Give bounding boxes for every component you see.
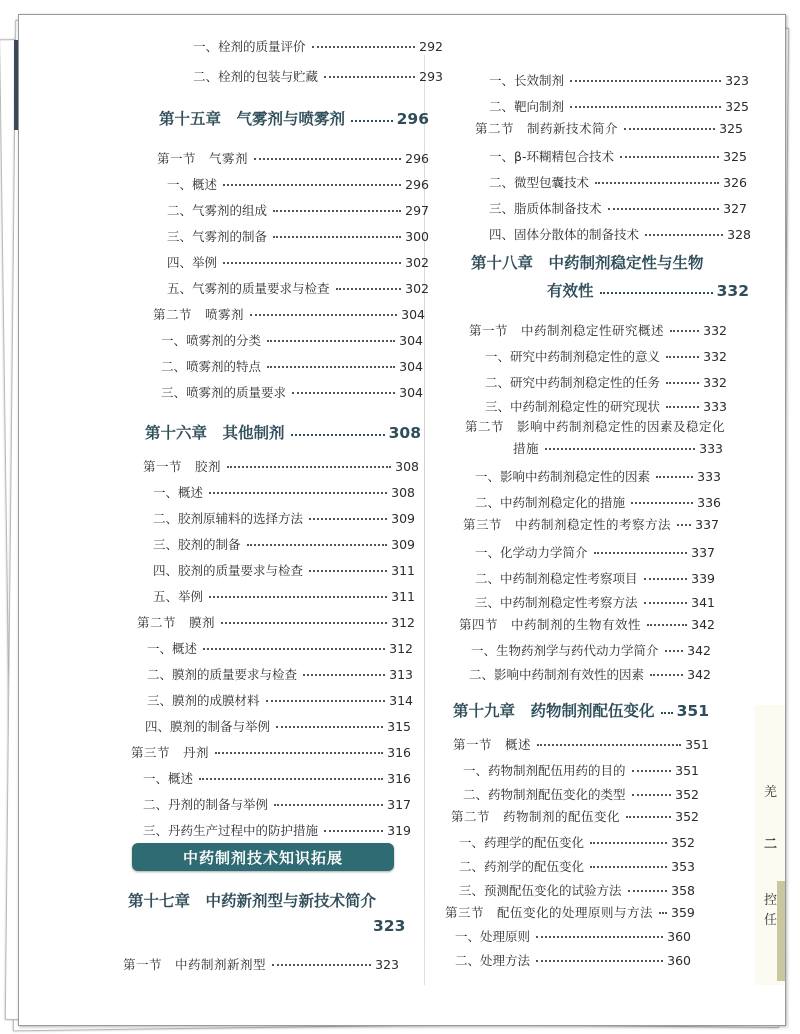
entry-text: 一、概述 <box>143 771 194 786</box>
page-number: 352 <box>671 835 695 850</box>
toc-entry <box>143 795 411 813</box>
toc-entry <box>475 543 715 561</box>
toc-entry <box>485 373 727 391</box>
page-number: 327 <box>723 201 747 216</box>
page-number: 358 <box>671 883 695 898</box>
entry-text: 第十五章 气雾剂与喷雾剂 <box>159 110 346 128</box>
side-glyph: 羌 <box>763 785 777 800</box>
toc-entry <box>489 97 749 115</box>
dot-leader <box>203 648 385 650</box>
entry-text: 三、中药制剂稳定性的研究现状 <box>485 399 661 414</box>
entry-text: 二、影响中药制剂有效性的因素 <box>469 667 645 682</box>
dot-leader <box>309 570 387 572</box>
entry-text: 二、研究中药制剂稳定性的任务 <box>485 375 661 390</box>
entry-text: 一、栓剂的质量评价 <box>193 39 306 54</box>
dot-leader <box>594 552 688 554</box>
page-number: 314 <box>389 693 413 708</box>
page-number: 304 <box>401 307 425 322</box>
page-number: 325 <box>723 149 747 164</box>
entry-text: 第二节 膜剂 <box>137 615 216 630</box>
dot-leader <box>650 674 683 676</box>
toc-entry <box>469 665 711 683</box>
page-number: 311 <box>391 589 415 604</box>
toc-entry <box>455 951 691 969</box>
entry-text: 三、喷雾剂的质量要求 <box>161 385 287 400</box>
page-number: 352 <box>675 787 699 802</box>
page-number: 337 <box>695 517 719 532</box>
toc-entry <box>145 717 411 735</box>
next-page-color-bar <box>777 881 785 981</box>
dot-leader <box>670 330 699 332</box>
entry-text: 二、处理方法 <box>455 953 531 968</box>
toc-entry <box>143 769 411 787</box>
page-number: 308 <box>395 459 419 474</box>
dot-leader <box>644 578 688 580</box>
dot-leader <box>247 544 388 546</box>
dot-leader <box>656 476 693 478</box>
chapter-18-title-cont <box>547 279 749 301</box>
dot-leader <box>227 466 391 468</box>
page-number: 341 <box>691 595 715 610</box>
toc-entry <box>167 201 429 219</box>
page-number: 351 <box>676 702 709 720</box>
entry-text: 一、药物制剂配伍用药的目的 <box>463 763 626 778</box>
toc-entry <box>463 761 699 779</box>
entry-text: 二、丹剂的制备与举例 <box>143 797 269 812</box>
page-number: 312 <box>391 615 415 630</box>
dot-leader <box>336 288 402 290</box>
entry-text: 一、喷雾剂的分类 <box>161 333 262 348</box>
toc-entry <box>153 561 415 579</box>
page-number: 332 <box>716 282 749 300</box>
page-number: 336 <box>697 495 721 510</box>
page-number: 352 <box>675 809 699 824</box>
entry-text: 二、气雾剂的组成 <box>167 203 268 218</box>
section-entry-long-cont <box>513 439 723 457</box>
page-number: 309 <box>391 511 415 526</box>
dot-leader <box>303 674 385 676</box>
section-entry <box>475 119 743 137</box>
page-number: 342 <box>687 667 711 682</box>
toc-entry <box>153 509 415 527</box>
dot-leader <box>666 382 699 384</box>
page-number: 296 <box>405 151 429 166</box>
dot-leader <box>209 492 387 494</box>
page-number: 308 <box>391 485 415 500</box>
toc-entry <box>153 535 415 553</box>
entry-text: 一、处理原则 <box>455 929 531 944</box>
toc-entry <box>489 147 747 165</box>
entry-text: 第四节 中药制剂的生物有效性 <box>459 617 642 632</box>
dot-leader <box>276 726 383 728</box>
entry-text: 二、栓剂的包装与贮藏 <box>193 69 319 84</box>
entry-text: 一、化学动力学简介 <box>475 545 588 560</box>
dot-leader <box>661 712 673 714</box>
page-number: 332 <box>703 349 727 364</box>
page-number: 302 <box>405 255 429 270</box>
entry-text: 第十六章 其他制剂 <box>145 424 285 442</box>
dot-leader <box>215 752 383 754</box>
entry-text: 二、中药制剂稳定性考察项目 <box>475 571 638 586</box>
entry-text: 第二节 喷雾剂 <box>153 307 245 322</box>
page-number: 326 <box>723 175 747 190</box>
page-number: 304 <box>399 359 423 374</box>
entry-text: 第二节 影响中药制剂稳定性的因素及稳定化 <box>465 419 726 434</box>
entry-text: 二、中药制剂稳定化的措施 <box>475 495 626 510</box>
dot-leader <box>647 624 687 626</box>
entry-text: 三、膜剂的成膜材料 <box>147 693 260 708</box>
section-entry <box>157 149 429 167</box>
page-number: 360 <box>667 929 691 944</box>
page-number: 308 <box>388 424 421 442</box>
section-entry <box>153 305 425 323</box>
entry-text: 一、长效制剂 <box>489 73 565 88</box>
dot-leader <box>644 602 688 604</box>
dot-leader <box>223 262 401 264</box>
entry-text: 第一节 概述 <box>453 737 532 752</box>
dot-leader <box>267 366 395 368</box>
entry-text: 二、胶剂原辅料的选择方法 <box>153 511 304 526</box>
entry-text: 第二节 制药新技术简介 <box>475 121 619 136</box>
dot-leader <box>666 406 699 408</box>
dot-leader <box>274 804 383 806</box>
page-number: 315 <box>387 719 411 734</box>
dot-leader <box>620 156 719 158</box>
page-number: 325 <box>725 99 749 114</box>
toc-entry <box>147 665 413 683</box>
page-number: 353 <box>671 859 695 874</box>
toc-page <box>18 14 786 1026</box>
page-number: 325 <box>719 121 743 136</box>
dot-leader <box>632 794 672 796</box>
page-number: 333 <box>697 469 721 484</box>
dot-leader <box>292 392 395 394</box>
dot-leader <box>199 778 383 780</box>
toc-entry <box>475 493 721 511</box>
dot-leader <box>221 622 387 624</box>
dot-leader <box>645 234 723 236</box>
entry-text: 三、中药制剂稳定性考察方法 <box>475 595 638 610</box>
dot-leader <box>677 524 691 526</box>
entry-text: 二、微型包囊技术 <box>489 175 590 190</box>
entry-text: 二、膜剂的质量要求与检查 <box>147 667 298 682</box>
section-entry <box>469 321 727 339</box>
toc-entry <box>193 67 443 85</box>
entry-text: 三、丹药生产过程中的防护措施 <box>143 823 319 838</box>
dot-leader <box>209 596 387 598</box>
chapter-title <box>159 107 429 129</box>
dot-leader <box>291 434 385 436</box>
toc-entry <box>489 173 747 191</box>
dot-leader <box>631 502 693 504</box>
page-number: 333 <box>703 399 727 414</box>
page-fold <box>424 55 425 985</box>
side-glyph: 二 <box>763 837 777 852</box>
entry-text: 二、药剂学的配伍变化 <box>459 859 585 874</box>
section-entry-long <box>465 417 745 435</box>
page-number: 297 <box>405 203 429 218</box>
entry-text: 第三节 丹剂 <box>131 745 210 760</box>
dot-leader <box>628 890 668 892</box>
entry-text: 一、药理学的配伍变化 <box>459 835 585 850</box>
toc-entry <box>489 225 751 243</box>
chapter-17-title: 第十七章 中药新剂型与新技术简介 <box>128 892 377 910</box>
entry-text: 第一节 中药制剂稳定性研究概述 <box>469 323 665 338</box>
page-number: 342 <box>687 643 711 658</box>
toc-entry <box>193 37 443 55</box>
page-number: 293 <box>419 69 443 84</box>
section-entry <box>137 613 415 631</box>
page-number: 309 <box>391 537 415 552</box>
entry-text: 二、喷雾剂的特点 <box>161 359 262 374</box>
page-number: 360 <box>667 953 691 968</box>
dot-leader <box>570 106 721 108</box>
dot-leader <box>632 770 672 772</box>
page-number: 304 <box>399 385 423 400</box>
chapter-title <box>145 421 421 443</box>
toc-entry <box>167 227 429 245</box>
entry-text: 四、膜剂的制备与举例 <box>145 719 271 734</box>
entry-text: 第十八章 中药制剂稳定性与生物 <box>471 254 704 272</box>
entry-text: 第二节 药物制剂的配伍变化 <box>451 809 621 824</box>
entry-text: 三、脂质体制备技术 <box>489 201 602 216</box>
toc-entry <box>471 641 711 659</box>
toc-entry <box>475 593 715 611</box>
entry-text: 一、概述 <box>147 641 198 656</box>
side-glyph: 控 <box>763 893 777 908</box>
dot-leader <box>266 700 386 702</box>
toc-entry <box>167 253 429 271</box>
entry-text: 有效性 <box>547 282 594 300</box>
dot-leader <box>267 340 395 342</box>
page-number: 317 <box>387 797 411 812</box>
toc-entry <box>489 199 747 217</box>
toc-entry <box>167 175 429 193</box>
dot-leader <box>666 356 699 358</box>
chapter-17-page: 323 <box>373 917 406 935</box>
dot-leader <box>536 960 663 962</box>
entry-text: 四、胶剂的质量要求与检查 <box>153 563 304 578</box>
section-entry <box>453 735 709 753</box>
chapter-title <box>453 699 709 721</box>
page-number: 292 <box>419 39 443 54</box>
toc-entry <box>161 331 423 349</box>
toc-entry <box>143 821 411 839</box>
page-number: 313 <box>389 667 413 682</box>
dot-leader <box>273 210 401 212</box>
toc-entry <box>161 383 423 401</box>
entry-text: 措施 <box>513 441 540 456</box>
page-number: 296 <box>405 177 429 192</box>
entry-text: 一、生物药剂学与药代动力学简介 <box>471 643 659 658</box>
entry-text: 三、预测配伍变化的试验方法 <box>459 883 622 898</box>
page-number: 332 <box>703 323 727 338</box>
page-number: 342 <box>691 617 715 632</box>
entry-text: 三、气雾剂的制备 <box>167 229 268 244</box>
dot-leader <box>250 314 397 316</box>
page-number: 351 <box>675 763 699 778</box>
toc-entry <box>455 927 691 945</box>
dot-leader <box>659 912 667 914</box>
dot-leader <box>600 292 713 294</box>
entry-text: 一、研究中药制剂稳定性的意义 <box>485 349 661 364</box>
toc-entry <box>459 881 695 899</box>
toc-entry <box>485 397 727 415</box>
section-entry <box>131 743 411 761</box>
dot-leader <box>324 830 383 832</box>
page-number: 332 <box>703 375 727 390</box>
page-number: 339 <box>691 571 715 586</box>
entry-text: 五、气雾剂的质量要求与检查 <box>167 281 330 296</box>
page-number: 304 <box>399 333 423 348</box>
dot-leader <box>665 650 684 652</box>
chapter-17-section: 第一节 中药制剂新剂型 323 <box>123 957 399 972</box>
toc-entry <box>459 833 695 851</box>
dot-leader <box>570 80 721 82</box>
dot-leader <box>608 208 720 210</box>
page-number: 323 <box>725 73 749 88</box>
section-entry <box>445 903 695 921</box>
entry-text: 五、举例 <box>153 589 204 604</box>
toc-entry <box>475 569 715 587</box>
toc-entry <box>475 467 721 485</box>
entry-text: 一、概述 <box>167 177 218 192</box>
side-glyph: 任 <box>763 913 777 928</box>
page-number: 311 <box>391 563 415 578</box>
page-number: 359 <box>671 905 695 920</box>
toc-entry <box>489 71 749 89</box>
dot-leader <box>537 744 681 746</box>
dot-leader <box>324 76 415 78</box>
dot-leader <box>536 936 663 938</box>
entry-text: 一、概述 <box>153 485 204 500</box>
page-number: 316 <box>387 771 411 786</box>
entry-text: 第三节 中药制剂稳定性的考察方法 <box>463 517 672 532</box>
page-number: 351 <box>685 737 709 752</box>
toc-entry <box>167 279 429 297</box>
dot-leader <box>590 866 667 868</box>
dot-leader <box>309 518 387 520</box>
page-number: 328 <box>727 227 751 242</box>
entry-text: 一、影响中药制剂稳定性的因素 <box>475 469 651 484</box>
page-number: 337 <box>691 545 715 560</box>
page-number: 333 <box>699 441 723 456</box>
page-number: 312 <box>389 641 413 656</box>
entry-text: 三、胶剂的制备 <box>153 537 241 552</box>
dot-leader <box>545 448 695 450</box>
toc-entry <box>485 347 727 365</box>
dot-leader <box>624 128 715 130</box>
chapter-18-title <box>471 251 761 273</box>
entry-text: 二、药物制剂配伍变化的类型 <box>463 787 626 802</box>
toc-entry <box>153 587 415 605</box>
entry-text: 第十九章 药物制剂配伍变化 <box>453 702 655 720</box>
section-banner: 中药制剂技术知识拓展 <box>132 843 394 871</box>
page-number: 319 <box>387 823 411 838</box>
entry-text: 第一节 胶剂 <box>143 459 222 474</box>
dot-leader <box>351 120 393 122</box>
page-number: 300 <box>405 229 429 244</box>
dot-leader <box>595 182 719 184</box>
dot-leader <box>254 158 401 160</box>
page-number: 296 <box>396 110 429 128</box>
toc-entry <box>459 857 695 875</box>
toc-entry <box>161 357 423 375</box>
entry-text: 四、举例 <box>167 255 218 270</box>
section-entry <box>459 615 715 633</box>
section-entry <box>143 457 419 475</box>
dot-leader <box>273 236 401 238</box>
dot-leader <box>626 816 671 818</box>
entry-text: 第三节 配伍变化的处理原则与方法 <box>445 905 654 920</box>
dot-leader <box>590 842 667 844</box>
section-entry <box>463 515 719 533</box>
toc-entry <box>147 639 413 657</box>
entry-text: 四、固体分散体的制备技术 <box>489 227 640 242</box>
page-number: 302 <box>405 281 429 296</box>
toc-entry <box>153 483 415 501</box>
toc-entry <box>463 785 699 803</box>
entry-text: 一、β-环糊精包合技术 <box>489 149 614 164</box>
dot-leader <box>312 46 416 48</box>
dot-leader <box>223 184 401 186</box>
entry-text: 二、靶向制剂 <box>489 99 565 114</box>
toc-entry <box>147 691 413 709</box>
entry-text: 第一节 气雾剂 <box>157 151 249 166</box>
section-entry <box>451 807 699 825</box>
page-number: 316 <box>387 745 411 760</box>
